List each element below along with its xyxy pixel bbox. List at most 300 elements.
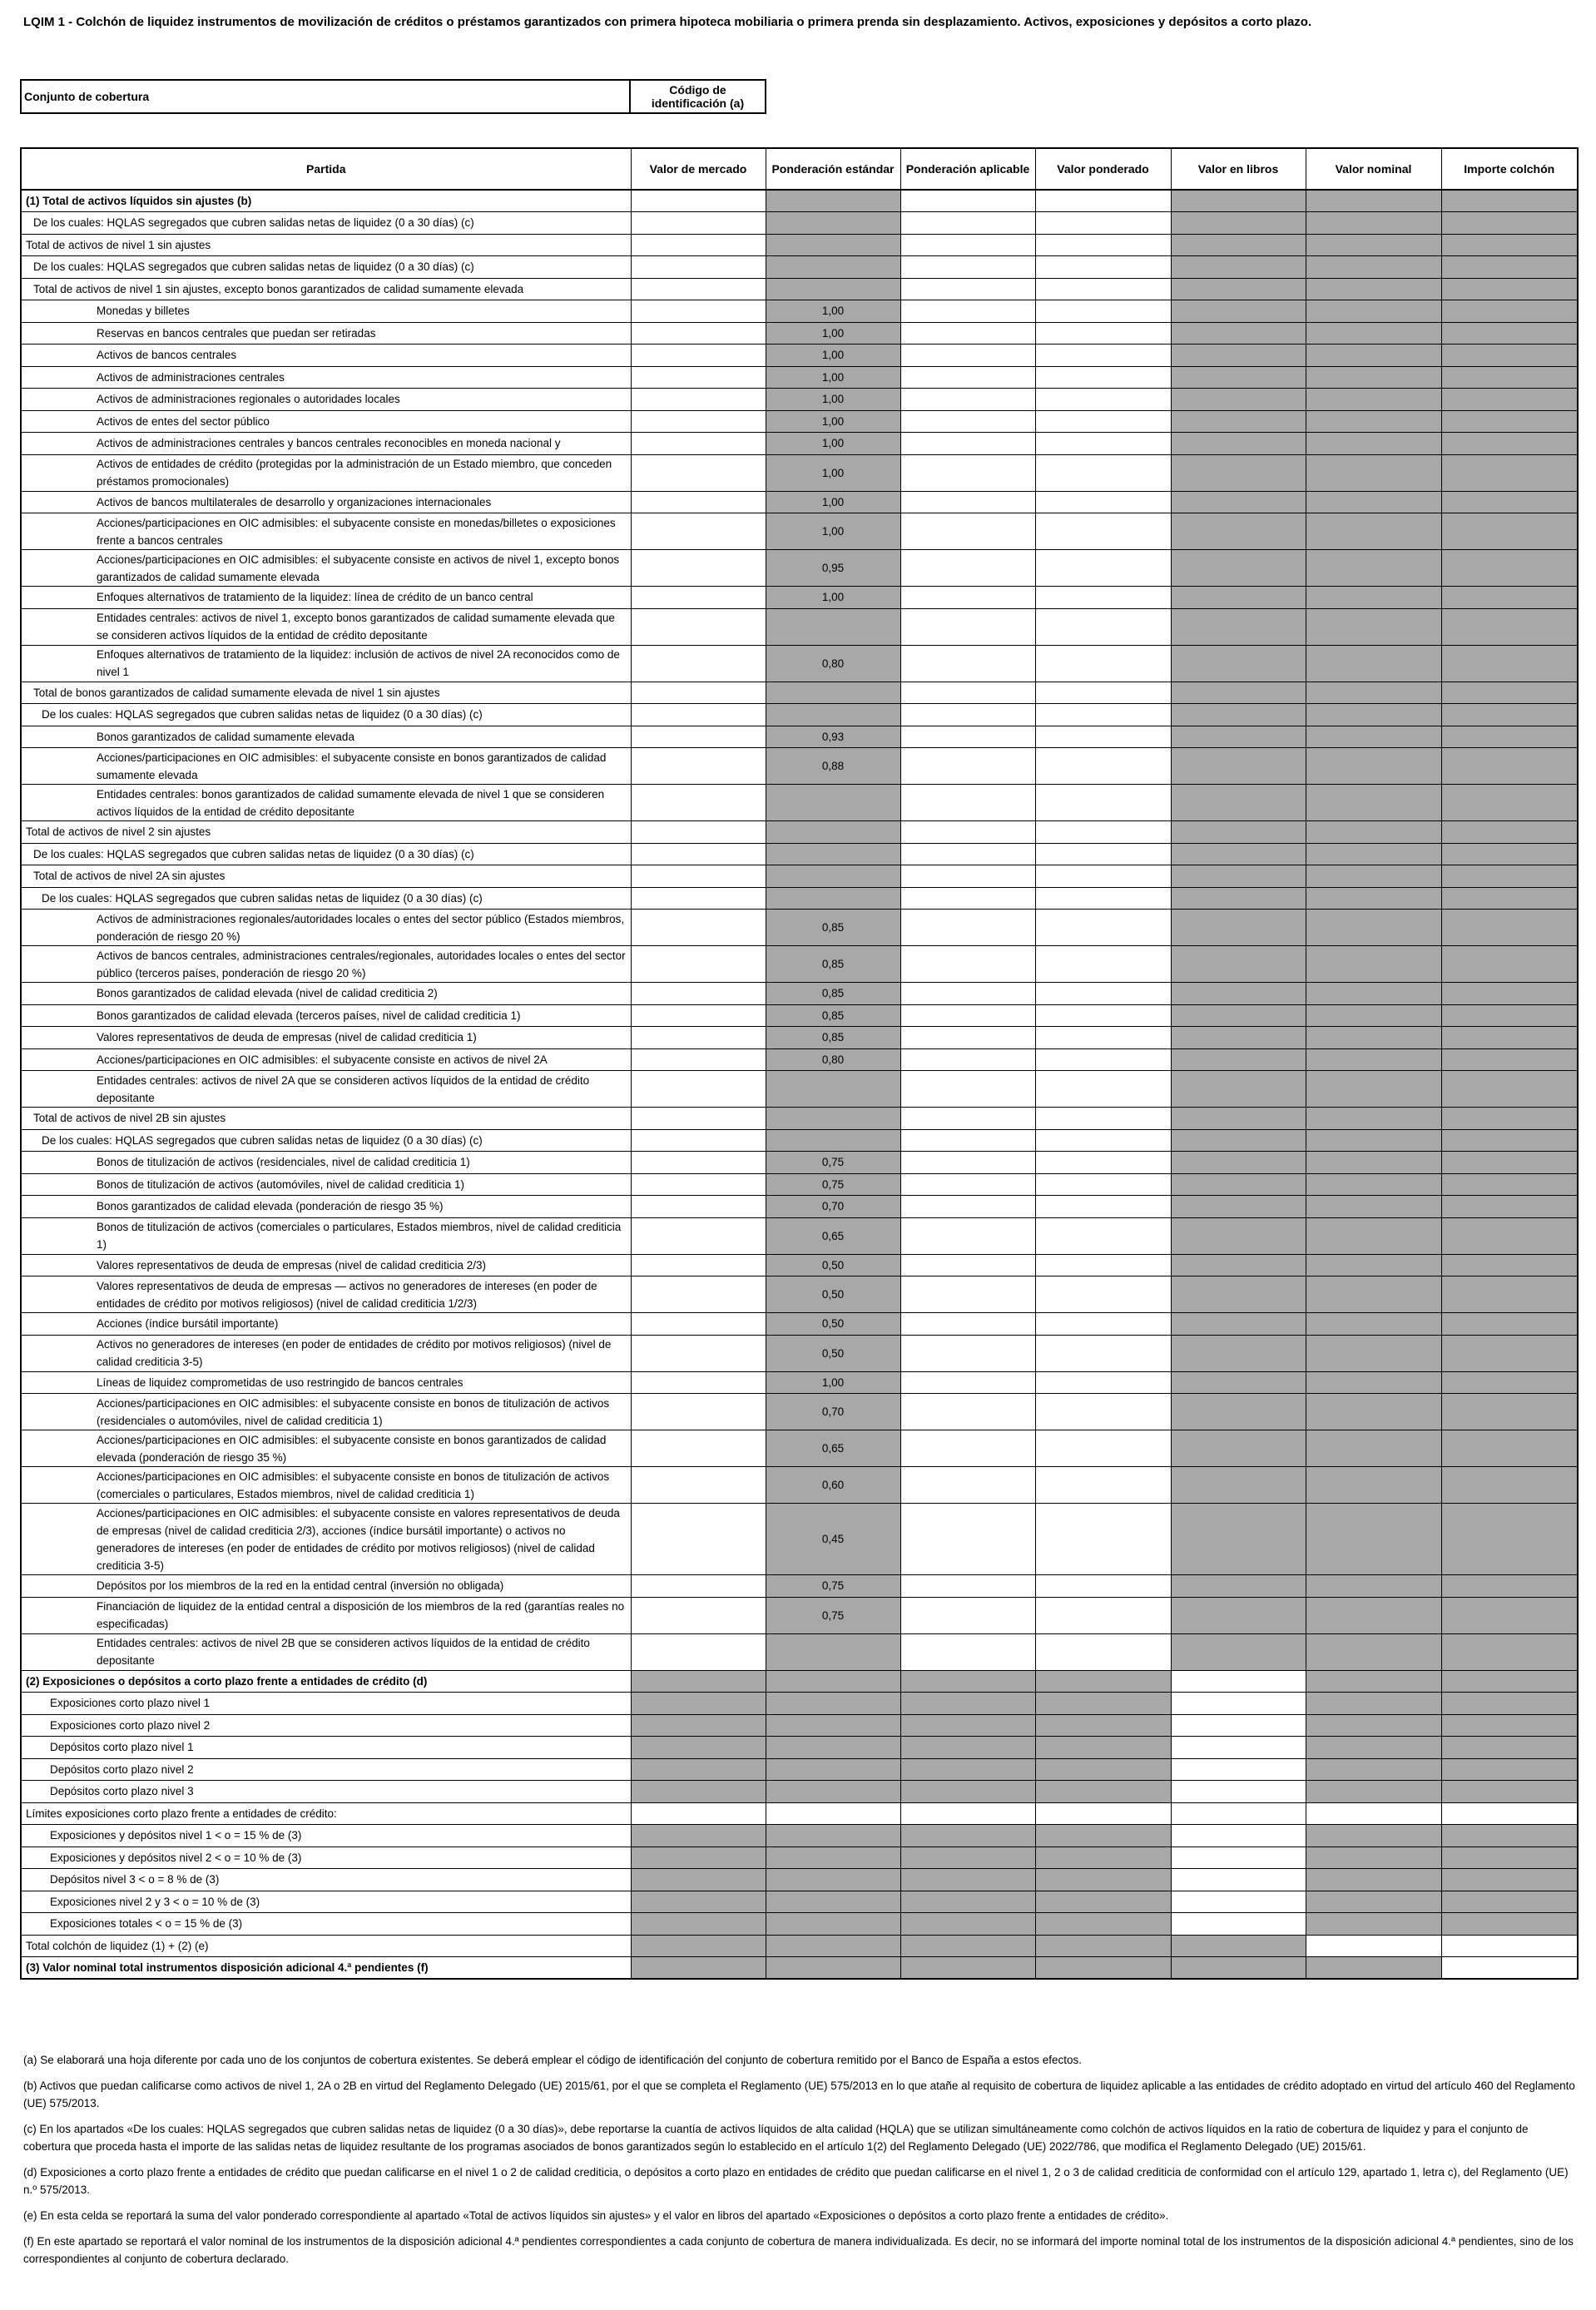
valor-ponderado-cell[interactable] xyxy=(1035,785,1171,821)
valor-mercado-cell[interactable] xyxy=(631,910,766,946)
row-label: Activos de entes del sector público xyxy=(21,410,631,433)
row-label: Depósitos corto plazo nivel 2 xyxy=(21,1758,631,1781)
valor-mercado-cell[interactable] xyxy=(631,433,766,455)
valor-libros-cell xyxy=(1171,322,1306,345)
valor-ponderado-cell[interactable] xyxy=(1035,726,1171,748)
valor-libros-cell xyxy=(1171,785,1306,821)
valor-mercado-cell[interactable] xyxy=(631,608,766,645)
valor-ponderado-cell[interactable] xyxy=(1035,1335,1171,1371)
ponderacion-aplicable-cell[interactable] xyxy=(900,410,1035,433)
ponderacion-aplicable-cell[interactable] xyxy=(900,345,1035,367)
ponderacion-aplicable-cell[interactable] xyxy=(900,190,1035,212)
valor-nominal-cell xyxy=(1306,1152,1441,1174)
importe-colchon-cell[interactable] xyxy=(1441,1802,1578,1825)
valor-ponderado-cell[interactable] xyxy=(1035,1504,1171,1575)
importe-colchon-cell xyxy=(1441,1048,1578,1071)
valor-ponderado-cell[interactable] xyxy=(1035,645,1171,682)
coverage-id-label: Código de identificación (a) xyxy=(630,80,766,113)
ponderacion-estandar-cell[interactable] xyxy=(766,1802,900,1825)
valor-mercado-cell[interactable] xyxy=(631,1313,766,1336)
ponderacion-estandar-cell: 1,00 xyxy=(766,433,900,455)
row-label: Acciones (índice bursátil importante) xyxy=(21,1313,631,1336)
valor-ponderado-cell[interactable] xyxy=(1035,1371,1171,1394)
valor-libros-cell[interactable] xyxy=(1171,1847,1306,1869)
row-label: Enfoques alternativos de tratamiento de la liquidez: inclusión de activos de nivel 2A reconocidos como de nivel 1 xyxy=(21,645,631,682)
table-row xyxy=(21,1173,1578,1196)
valor-libros-cell xyxy=(1171,1597,1306,1633)
valor-ponderado-cell[interactable] xyxy=(1035,1027,1171,1049)
table-row xyxy=(21,910,1578,946)
valor-nominal-cell[interactable] xyxy=(1306,1935,1441,1957)
ponderacion-aplicable-cell[interactable] xyxy=(900,910,1035,946)
ponderacion-aplicable-cell[interactable] xyxy=(900,322,1035,345)
valor-mercado-cell[interactable] xyxy=(631,1371,766,1394)
ponderacion-aplicable-cell[interactable] xyxy=(900,865,1035,888)
ponderacion-aplicable-cell[interactable] xyxy=(900,1254,1035,1276)
row-label: Entidades centrales: activos de nivel 1, excepto bonos garantizados de calidad sumamente elevada que se consideren activos líquidos de la entidad de crédito depositante xyxy=(21,608,631,645)
valor-nominal-cell xyxy=(1306,1108,1441,1130)
importe-colchon-cell xyxy=(1441,1254,1578,1276)
valor-mercado-cell[interactable] xyxy=(631,645,766,682)
ponderacion-aplicable-cell[interactable] xyxy=(900,300,1035,323)
table-row xyxy=(21,682,1578,704)
valor-nominal-cell xyxy=(1306,983,1441,1005)
ponderacion-aplicable-cell[interactable] xyxy=(900,1217,1035,1254)
valor-mercado-cell[interactable] xyxy=(631,1276,766,1313)
ponderacion-aplicable-cell[interactable] xyxy=(900,433,1035,455)
ponderacion-aplicable-cell[interactable] xyxy=(900,1276,1035,1313)
valor-mercado-cell[interactable] xyxy=(631,1071,766,1108)
valor-ponderado-cell[interactable] xyxy=(1035,1633,1171,1670)
importe-colchon-cell xyxy=(1441,1597,1578,1633)
valor-mercado-cell[interactable] xyxy=(631,785,766,821)
ponderacion-aplicable-cell[interactable] xyxy=(900,1196,1035,1218)
valor-ponderado-cell[interactable] xyxy=(1035,389,1171,411)
table-row xyxy=(21,608,1578,645)
valor-libros-cell[interactable] xyxy=(1171,1758,1306,1781)
valor-ponderado-cell[interactable] xyxy=(1035,946,1171,983)
ponderacion-estandar-cell xyxy=(766,1891,900,1913)
ponderacion-estandar-cell: 1,00 xyxy=(766,1371,900,1394)
valor-mercado-cell[interactable] xyxy=(631,748,766,785)
ponderacion-aplicable-cell[interactable] xyxy=(900,1048,1035,1071)
table-row xyxy=(21,1781,1578,1803)
ponderacion-aplicable-cell[interactable] xyxy=(900,1575,1035,1598)
valor-mercado-cell[interactable] xyxy=(631,843,766,865)
importe-colchon-cell xyxy=(1441,1825,1578,1847)
table-row xyxy=(21,300,1578,323)
valor-mercado-cell[interactable] xyxy=(631,389,766,411)
valor-ponderado-cell[interactable] xyxy=(1035,1430,1171,1467)
valor-mercado-cell[interactable] xyxy=(631,212,766,235)
ponderacion-estandar-cell xyxy=(766,1758,900,1781)
table-row xyxy=(21,843,1578,865)
row-label: Acciones/participaciones en OIC admisibles: el subyacente consiste en valores representativos de deuda de empresas (nivel de calidad crediticia 2/3), acciones (índice bursátil importante) o activos no generadores de intereses (en poder de entidades de crédito por motivos religiosos) (nivel de calidad crediticia 3-5) xyxy=(21,1504,631,1575)
ponderacion-aplicable-cell[interactable] xyxy=(900,1430,1035,1467)
valor-ponderado-cell[interactable] xyxy=(1035,1152,1171,1174)
valor-libros-cell xyxy=(1171,1935,1306,1957)
valor-mercado-cell[interactable] xyxy=(631,1597,766,1633)
valor-ponderado-cell[interactable] xyxy=(1035,513,1171,550)
valor-libros-cell xyxy=(1171,1129,1306,1152)
valor-ponderado-cell[interactable] xyxy=(1035,345,1171,367)
valor-libros-cell xyxy=(1171,1313,1306,1336)
valor-mercado-cell[interactable] xyxy=(631,887,766,910)
valor-ponderado-cell[interactable] xyxy=(1035,1108,1171,1130)
valor-mercado-cell xyxy=(631,1847,766,1869)
table-row xyxy=(21,946,1578,983)
valor-libros-cell xyxy=(1171,1152,1306,1174)
valor-libros-cell[interactable] xyxy=(1171,1781,1306,1803)
valor-ponderado-cell xyxy=(1035,1957,1171,1980)
valor-ponderado-cell[interactable] xyxy=(1035,1196,1171,1218)
valor-ponderado-cell[interactable] xyxy=(1035,1048,1171,1071)
table-row xyxy=(21,1313,1578,1336)
row-label: Acciones/participaciones en OIC admisibles: el subyacente consiste en bonos garantizados de calidad elevada (ponderación de riesgo 35 %) xyxy=(21,1430,631,1467)
valor-ponderado-cell[interactable] xyxy=(1035,682,1171,704)
valor-nominal-cell xyxy=(1306,1394,1441,1430)
valor-ponderado-cell[interactable] xyxy=(1035,748,1171,785)
valor-nominal-cell xyxy=(1306,1467,1441,1504)
valor-nominal-cell xyxy=(1306,513,1441,550)
ponderacion-aplicable-cell[interactable] xyxy=(900,389,1035,411)
valor-mercado-cell[interactable] xyxy=(631,1504,766,1575)
valor-mercado-cell xyxy=(631,1869,766,1891)
table-row xyxy=(21,366,1578,389)
valor-mercado-cell[interactable] xyxy=(631,1802,766,1825)
valor-ponderado-cell[interactable] xyxy=(1035,983,1171,1005)
row-label: Reservas en bancos centrales que puedan ser retiradas xyxy=(21,322,631,345)
ponderacion-aplicable-cell[interactable] xyxy=(900,366,1035,389)
valor-ponderado-cell[interactable] xyxy=(1035,1254,1171,1276)
ponderacion-aplicable-cell[interactable] xyxy=(900,1152,1035,1174)
ponderacion-estandar-cell: 0,45 xyxy=(766,1504,900,1575)
valor-ponderado-cell[interactable] xyxy=(1035,865,1171,888)
valor-ponderado-cell[interactable] xyxy=(1035,608,1171,645)
valor-mercado-cell[interactable] xyxy=(631,1467,766,1504)
importe-colchon-cell xyxy=(1441,682,1578,704)
valor-nominal-cell xyxy=(1306,1913,1441,1936)
importe-colchon-cell xyxy=(1441,1371,1578,1394)
valor-mercado-cell[interactable] xyxy=(631,1633,766,1670)
table-row xyxy=(21,1467,1578,1504)
importe-colchon-cell[interactable] xyxy=(1441,1957,1578,1980)
valor-libros-cell[interactable] xyxy=(1171,1693,1306,1715)
valor-mercado-cell[interactable] xyxy=(631,410,766,433)
valor-ponderado-cell[interactable] xyxy=(1035,1394,1171,1430)
ponderacion-aplicable-cell[interactable] xyxy=(900,1004,1035,1027)
valor-mercado-cell[interactable] xyxy=(631,1394,766,1430)
valor-mercado-cell[interactable] xyxy=(631,704,766,726)
valor-mercado-cell[interactable] xyxy=(631,983,766,1005)
ponderacion-aplicable-cell[interactable] xyxy=(900,1597,1035,1633)
valor-mercado-cell[interactable] xyxy=(631,366,766,389)
ponderacion-estandar-cell: 0,85 xyxy=(766,946,900,983)
valor-ponderado-cell[interactable] xyxy=(1035,1597,1171,1633)
row-label: Enfoques alternativos de tratamiento de la liquidez: línea de crédito de un banco central xyxy=(21,587,631,609)
ponderacion-aplicable-cell[interactable] xyxy=(900,278,1035,300)
ponderacion-estandar-cell xyxy=(766,256,900,279)
ponderacion-aplicable-cell[interactable] xyxy=(900,645,1035,682)
valor-ponderado-cell[interactable] xyxy=(1035,1575,1171,1598)
valor-ponderado-cell[interactable] xyxy=(1035,433,1171,455)
ponderacion-aplicable-cell[interactable] xyxy=(900,256,1035,279)
valor-ponderado-cell[interactable] xyxy=(1035,256,1171,279)
ponderacion-aplicable-cell[interactable] xyxy=(900,785,1035,821)
valor-ponderado-cell[interactable] xyxy=(1035,587,1171,609)
valor-mercado-cell[interactable] xyxy=(631,454,766,491)
valor-mercado-cell[interactable] xyxy=(631,1575,766,1598)
ponderacion-aplicable-cell xyxy=(900,1891,1035,1913)
importe-colchon-cell xyxy=(1441,1869,1578,1891)
valor-libros-cell xyxy=(1171,1254,1306,1276)
valor-mercado-cell[interactable] xyxy=(631,1173,766,1196)
ponderacion-aplicable-cell xyxy=(900,1781,1035,1803)
footnote-c: (c) En los apartados «De los cuales: HQLAS segregados que cubren salidas netas de liquidez (0 a 30 días)», debe reportarse la cuantía de activos líquidos de alta calidad (HQLA) que se utilizan simultáneamente como colchón de activos líquidos en la ratio de cobertura de liquidez y para el conjunto de cobertura que proceda hasta el importe de las salidas netas de liquidez resultante de los programas asociados de bonos garantizados según lo establecido en el artículo 1(2) del Reglamento Delegado (UE) 2022/786, que modifica el Reglamento Delegado (UE) 2015/61. xyxy=(23,2123,1529,2153)
valor-mercado-cell[interactable] xyxy=(631,821,766,844)
ponderacion-estandar-cell xyxy=(766,1869,900,1891)
valor-libros-cell[interactable] xyxy=(1171,1869,1306,1891)
valor-nominal-cell xyxy=(1306,1430,1441,1467)
valor-ponderado-cell[interactable] xyxy=(1035,1217,1171,1254)
ponderacion-aplicable-cell[interactable] xyxy=(900,1335,1035,1371)
valor-mercado-cell[interactable] xyxy=(631,300,766,323)
ponderacion-aplicable-cell[interactable] xyxy=(900,454,1035,491)
ponderacion-aplicable-cell[interactable] xyxy=(900,234,1035,256)
ponderacion-aplicable-cell[interactable] xyxy=(900,1173,1035,1196)
valor-ponderado-cell[interactable] xyxy=(1035,491,1171,513)
valor-mercado-cell[interactable] xyxy=(631,234,766,256)
row-label: Bonos de titulización de activos (residenciales, nivel de calidad crediticia 1) xyxy=(21,1152,631,1174)
ponderacion-aplicable-cell[interactable] xyxy=(900,1027,1035,1049)
ponderacion-aplicable-cell[interactable] xyxy=(900,887,1035,910)
valor-ponderado-cell[interactable] xyxy=(1035,910,1171,946)
table-row xyxy=(21,1394,1578,1430)
ponderacion-aplicable-cell[interactable] xyxy=(900,1633,1035,1670)
valor-ponderado-cell[interactable] xyxy=(1035,454,1171,491)
ponderacion-estandar-cell xyxy=(766,1693,900,1715)
valor-nominal-cell xyxy=(1306,256,1441,279)
ponderacion-aplicable-cell[interactable] xyxy=(900,983,1035,1005)
ponderacion-aplicable-cell[interactable] xyxy=(900,1467,1035,1504)
valor-mercado-cell[interactable] xyxy=(631,1254,766,1276)
valor-mercado-cell[interactable] xyxy=(631,1430,766,1467)
ponderacion-aplicable-cell[interactable] xyxy=(900,843,1035,865)
valor-mercado-cell[interactable] xyxy=(631,1129,766,1152)
valor-mercado-cell[interactable] xyxy=(631,1108,766,1130)
valor-ponderado-cell[interactable] xyxy=(1035,234,1171,256)
table-row xyxy=(21,433,1578,455)
importe-colchon-cell xyxy=(1441,1027,1578,1049)
row-label: Activos de administraciones regionales o autoridades locales xyxy=(21,389,631,411)
valor-ponderado-cell[interactable] xyxy=(1035,1467,1171,1504)
valor-ponderado-cell[interactable] xyxy=(1035,410,1171,433)
valor-ponderado-cell[interactable] xyxy=(1035,550,1171,587)
valor-ponderado-cell[interactable] xyxy=(1035,821,1171,844)
ponderacion-aplicable-cell[interactable] xyxy=(900,491,1035,513)
ponderacion-aplicable-cell[interactable] xyxy=(900,946,1035,983)
ponderacion-estandar-cell xyxy=(766,887,900,910)
valor-ponderado-cell[interactable] xyxy=(1035,212,1171,235)
ponderacion-aplicable-cell[interactable] xyxy=(900,704,1035,726)
valor-ponderado-cell[interactable] xyxy=(1035,887,1171,910)
ponderacion-aplicable-cell[interactable] xyxy=(900,682,1035,704)
valor-libros-cell xyxy=(1171,1196,1306,1218)
valor-ponderado-cell[interactable] xyxy=(1035,190,1171,212)
ponderacion-estandar-cell xyxy=(766,1108,900,1130)
ponderacion-aplicable-cell[interactable] xyxy=(900,1108,1035,1130)
table-row xyxy=(21,865,1578,888)
valor-libros-cell xyxy=(1171,983,1306,1005)
footnote-b: (b) Activos que puedan calificarse como activos de nivel 1, 2A o 2B en virtud del Reglamento Delegado (UE) 2015/61, por el que se completa el Reglamento (UE) 575/2013 en lo que atañe al requisito de cobertura de liquidez aplicable a las entidades de crédito adoptado en virtud del artículo 460 del Reglamento (UE) 575/2013. xyxy=(23,2079,1575,2109)
table-row xyxy=(21,1575,1578,1598)
valor-ponderado-cell[interactable] xyxy=(1035,1071,1171,1108)
ponderacion-aplicable-cell[interactable] xyxy=(900,1371,1035,1394)
ponderacion-aplicable-cell xyxy=(900,1847,1035,1869)
row-label: (1) Total de activos líquidos sin ajustes (b) xyxy=(21,190,631,212)
valor-ponderado-cell[interactable] xyxy=(1035,1129,1171,1152)
ponderacion-aplicable-cell[interactable] xyxy=(900,1504,1035,1575)
valor-nominal-cell xyxy=(1306,748,1441,785)
valor-ponderado-cell[interactable] xyxy=(1035,704,1171,726)
valor-libros-cell xyxy=(1171,1467,1306,1504)
valor-mercado-cell[interactable] xyxy=(631,491,766,513)
importe-colchon-cell xyxy=(1441,1693,1578,1715)
row-label: Bonos garantizados de calidad elevada (nivel de calidad crediticia 2) xyxy=(21,983,631,1005)
valor-libros-cell xyxy=(1171,300,1306,323)
valor-libros-cell[interactable] xyxy=(1171,1825,1306,1847)
importe-colchon-cell xyxy=(1441,1737,1578,1759)
row-label: Monedas y billetes xyxy=(21,300,631,323)
importe-colchon-cell xyxy=(1441,513,1578,550)
ponderacion-aplicable-cell[interactable] xyxy=(900,212,1035,235)
valor-ponderado-cell[interactable] xyxy=(1035,1276,1171,1313)
valor-ponderado-cell[interactable] xyxy=(1035,1802,1171,1825)
valor-mercado-cell[interactable] xyxy=(631,1196,766,1218)
valor-nominal-cell[interactable] xyxy=(1306,1802,1441,1825)
valor-mercado-cell[interactable] xyxy=(631,345,766,367)
valor-ponderado-cell xyxy=(1035,1935,1171,1957)
valor-libros-cell xyxy=(1171,278,1306,300)
valor-libros-cell[interactable] xyxy=(1171,1737,1306,1759)
row-label: (3) Valor nominal total instrumentos disposición adicional 4.ª pendientes (f) xyxy=(21,1957,631,1980)
valor-libros-cell[interactable] xyxy=(1171,1802,1306,1825)
valor-mercado-cell[interactable] xyxy=(631,190,766,212)
ponderacion-aplicable-cell[interactable] xyxy=(900,1802,1035,1825)
ponderacion-aplicable-cell[interactable] xyxy=(900,550,1035,587)
importe-colchon-cell xyxy=(1441,1313,1578,1336)
valor-libros-cell[interactable] xyxy=(1171,1891,1306,1913)
valor-mercado-cell[interactable] xyxy=(631,513,766,550)
valor-nominal-cell xyxy=(1306,608,1441,645)
ponderacion-aplicable-cell[interactable] xyxy=(900,748,1035,785)
valor-ponderado-cell[interactable] xyxy=(1035,1004,1171,1027)
table-row xyxy=(21,345,1578,367)
valor-mercado-cell[interactable] xyxy=(631,1335,766,1371)
valor-mercado-cell[interactable] xyxy=(631,587,766,609)
valor-libros-cell[interactable] xyxy=(1171,1714,1306,1737)
valor-ponderado-cell[interactable] xyxy=(1035,322,1171,345)
ponderacion-aplicable-cell[interactable] xyxy=(900,1313,1035,1336)
ponderacion-estandar-cell: 0,70 xyxy=(766,1196,900,1218)
valor-mercado-cell[interactable] xyxy=(631,1217,766,1254)
valor-ponderado-cell[interactable] xyxy=(1035,366,1171,389)
valor-mercado-cell[interactable] xyxy=(631,1027,766,1049)
row-label: Valores representativos de deuda de empresas (nivel de calidad crediticia 2/3) xyxy=(21,1254,631,1276)
valor-nominal-cell xyxy=(1306,410,1441,433)
valor-libros-cell[interactable] xyxy=(1171,1913,1306,1936)
importe-colchon-cell[interactable] xyxy=(1441,1935,1578,1957)
valor-nominal-cell xyxy=(1306,1825,1441,1847)
row-label: Entidades centrales: bonos garantizados de calidad sumamente elevada de nivel 1 que se consideren activos líquidos de la entidad de crédito depositante xyxy=(21,785,631,821)
valor-mercado-cell[interactable] xyxy=(631,1004,766,1027)
valor-nominal-cell xyxy=(1306,1048,1441,1071)
ponderacion-aplicable-cell xyxy=(900,1825,1035,1847)
table-row xyxy=(21,1217,1578,1254)
valor-ponderado-cell[interactable] xyxy=(1035,1313,1171,1336)
valor-libros-cell xyxy=(1171,645,1306,682)
ponderacion-estandar-cell xyxy=(766,1071,900,1108)
valor-mercado-cell[interactable] xyxy=(631,946,766,983)
importe-colchon-cell xyxy=(1441,366,1578,389)
valor-mercado-cell[interactable] xyxy=(631,256,766,279)
ponderacion-aplicable-cell[interactable] xyxy=(900,1394,1035,1430)
valor-libros-cell[interactable] xyxy=(1171,1670,1306,1693)
importe-colchon-cell xyxy=(1441,491,1578,513)
valor-ponderado-cell[interactable] xyxy=(1035,300,1171,323)
valor-mercado-cell[interactable] xyxy=(631,682,766,704)
ponderacion-aplicable-cell[interactable] xyxy=(900,587,1035,609)
valor-ponderado-cell xyxy=(1035,1737,1171,1759)
ponderacion-estandar-cell xyxy=(766,234,900,256)
row-label: Total de activos de nivel 1 sin ajustes, excepto bonos garantizados de calidad sumamente elevada xyxy=(21,278,631,300)
valor-mercado-cell xyxy=(631,1670,766,1693)
valor-nominal-cell xyxy=(1306,1693,1441,1715)
row-label: Valores representativos de deuda de empresas — activos no generadores de intereses (en poder de entidades de crédito por motivos religiosos) (nivel de calidad crediticia 1/2/3) xyxy=(21,1276,631,1313)
valor-mercado-cell[interactable] xyxy=(631,322,766,345)
valor-mercado-cell[interactable] xyxy=(631,550,766,587)
importe-colchon-cell xyxy=(1441,865,1578,888)
importe-colchon-cell xyxy=(1441,1847,1578,1869)
ponderacion-aplicable-cell[interactable] xyxy=(900,513,1035,550)
header-importe-colchon: Importe colchón xyxy=(1441,148,1578,190)
ponderacion-aplicable-cell[interactable] xyxy=(900,1071,1035,1108)
importe-colchon-cell xyxy=(1441,1633,1578,1670)
valor-mercado-cell[interactable] xyxy=(631,1152,766,1174)
valor-libros-cell xyxy=(1171,1276,1306,1313)
valor-ponderado-cell xyxy=(1035,1869,1171,1891)
table-row xyxy=(21,454,1578,491)
valor-nominal-cell xyxy=(1306,1758,1441,1781)
table-row xyxy=(21,645,1578,682)
ponderacion-aplicable-cell[interactable] xyxy=(900,821,1035,844)
valor-mercado-cell[interactable] xyxy=(631,278,766,300)
ponderacion-aplicable-cell[interactable] xyxy=(900,608,1035,645)
valor-ponderado-cell[interactable] xyxy=(1035,1173,1171,1196)
row-label: Bonos garantizados de calidad sumamente elevada xyxy=(21,726,631,748)
valor-libros-cell xyxy=(1171,704,1306,726)
valor-ponderado-cell[interactable] xyxy=(1035,278,1171,300)
table-row xyxy=(21,389,1578,411)
valor-mercado-cell xyxy=(631,1957,766,1980)
valor-ponderado-cell[interactable] xyxy=(1035,843,1171,865)
importe-colchon-cell xyxy=(1441,910,1578,946)
valor-mercado-cell[interactable] xyxy=(631,865,766,888)
valor-mercado-cell[interactable] xyxy=(631,1048,766,1071)
ponderacion-aplicable-cell[interactable] xyxy=(900,1129,1035,1152)
valor-mercado-cell[interactable] xyxy=(631,726,766,748)
ponderacion-aplicable-cell[interactable] xyxy=(900,726,1035,748)
